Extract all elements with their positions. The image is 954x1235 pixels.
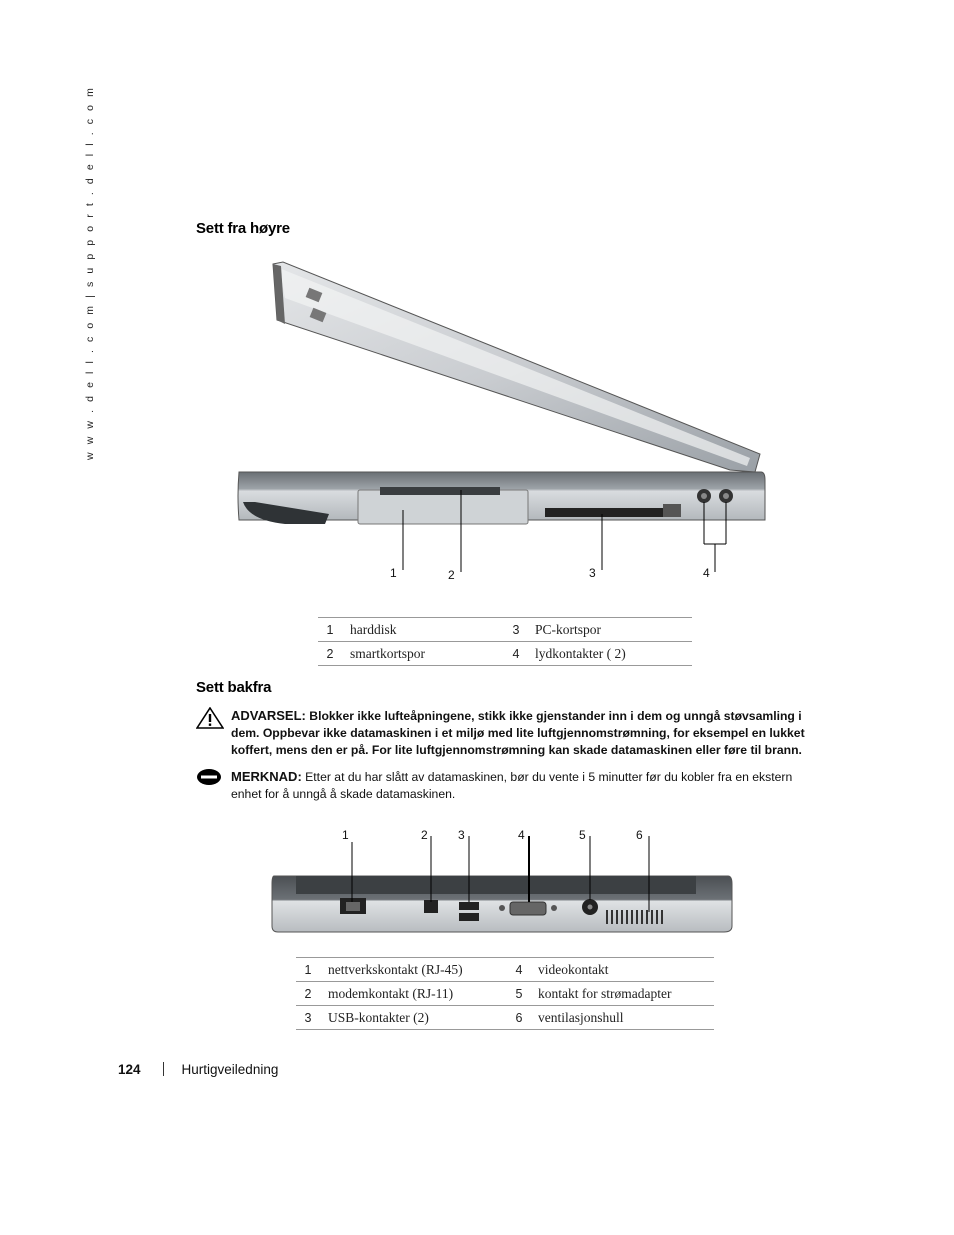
legend-label: USB-kontakter (2) (328, 1009, 429, 1025)
legend-num: 2 (304, 986, 312, 1001)
callout-1: 1 (342, 828, 349, 842)
legend-label: kontakt for strømadapter (538, 985, 672, 1001)
table-row (296, 958, 714, 982)
laptop-right-side-illustration (225, 258, 770, 588)
legend-num: 4 (512, 646, 520, 661)
table-row (318, 618, 692, 642)
side-url: w w w . d e l l . c o m | s u p p o r t . d e l l . c o m (84, 85, 96, 460)
table-row (296, 982, 714, 1006)
figure-back-view (262, 822, 742, 942)
callout-2: 2 (448, 568, 455, 582)
legend-num: 1 (326, 622, 334, 637)
footer-section-title: Hurtigveiledning (181, 1062, 279, 1077)
heading-back-view: Sett bakfra (196, 679, 272, 696)
callout-1: 1 (390, 566, 397, 580)
legend-label: harddisk (350, 621, 397, 637)
legend-label: videokontakt (538, 961, 609, 977)
page-number: 124 (118, 1062, 141, 1077)
legend-table-right-view (318, 617, 692, 666)
figure-right-view (225, 258, 770, 588)
warning-notice (196, 707, 816, 759)
table-row (318, 642, 692, 666)
note-label: MERKNAD: (231, 769, 302, 784)
callout-5: 5 (579, 828, 586, 842)
note-notice (196, 768, 816, 803)
legend-label: nettverkskontakt (RJ-45) (328, 961, 463, 977)
legend-num: 3 (304, 1010, 312, 1025)
callout-4: 4 (703, 566, 710, 580)
page-footer (118, 1062, 278, 1077)
legend-label: lydkontakter ( 2) (535, 645, 626, 661)
legend-num: 6 (515, 1010, 523, 1025)
legend-num: 1 (304, 962, 312, 977)
callout-2: 2 (421, 828, 428, 842)
callout-3: 3 (458, 828, 465, 842)
callout-4: 4 (518, 828, 525, 842)
heading-right-view: Sett fra høyre (196, 220, 290, 237)
legend-label: smartkortspor (350, 645, 425, 661)
warning-triangle-icon (196, 707, 224, 729)
legend-table-back-view (296, 957, 714, 1030)
callout-3: 3 (589, 566, 596, 580)
warning-label: ADVARSEL: (231, 708, 306, 723)
table-row (296, 1006, 714, 1030)
legend-label: ventilasjonshull (538, 1009, 624, 1025)
footer-divider (163, 1062, 164, 1076)
laptop-back-illustration (262, 822, 742, 942)
legend-num: 5 (515, 986, 523, 1001)
legend-num: 4 (515, 962, 523, 977)
legend-label: PC-kortspor (535, 621, 602, 637)
note-text: Etter at du har slått av datamaskinen, bør du vente i 5 minutter før du kobler fra en ekstern enhet for å unngå å skade datamaskinen. (231, 770, 793, 801)
callout-6: 6 (636, 828, 643, 842)
legend-num: 3 (512, 622, 520, 637)
warning-text: Blokker ikke lufteåpningene, stikk ikke gjenstander inn i dem og unngå støvsamling i dem. Oppbevar ikke datamaskinen i et miljø med lite luftgjennomstrømning, for eksempel en lukket koffert, mens den er på. For lite luftgjennomstrømning kan skade datamaskinen eller føre til brann. (231, 709, 805, 757)
note-hand-icon (196, 768, 222, 786)
legend-num: 2 (326, 646, 334, 661)
legend-label: modemkontakt (RJ-11) (328, 985, 454, 1001)
